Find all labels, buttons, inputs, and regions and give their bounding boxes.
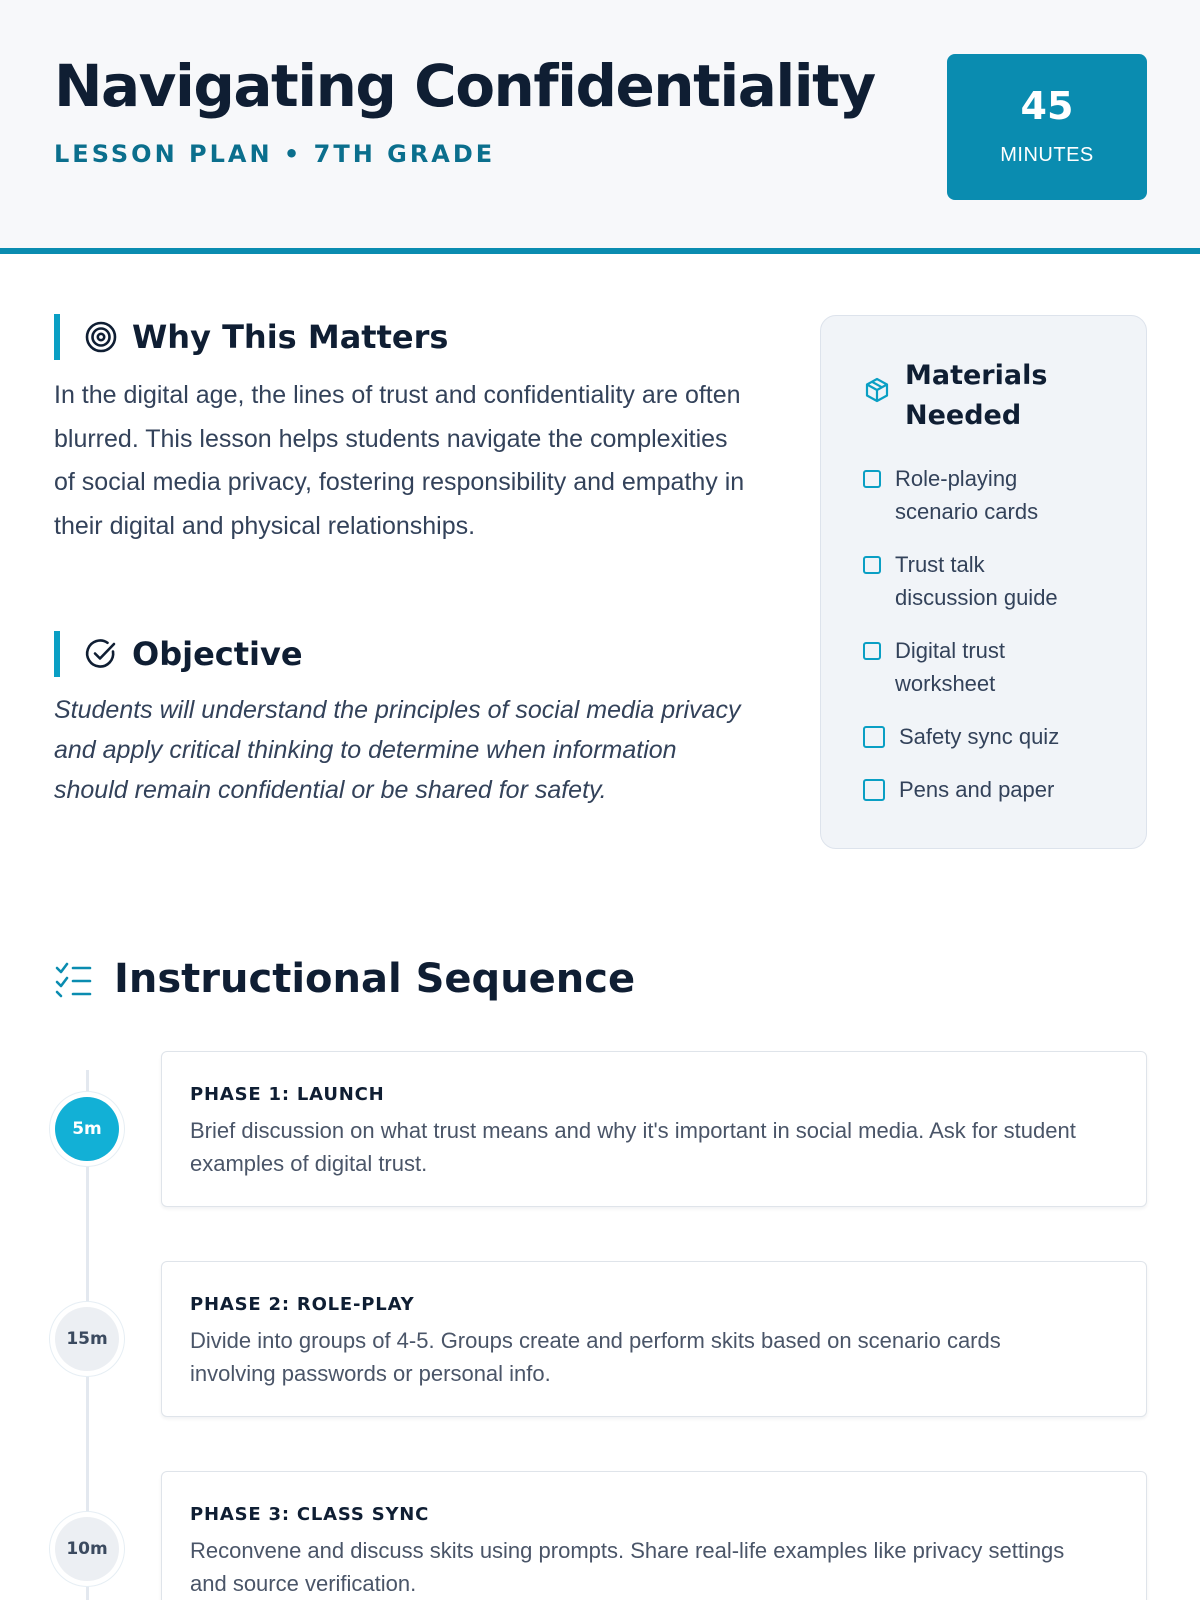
why-section-heading [54, 314, 448, 360]
material-label: Role-playing scenario cards [895, 466, 1039, 524]
phase-title: PHASE 3: CLASS SYNC [190, 1504, 430, 1525]
objective-heading: Objective [132, 635, 303, 673]
lesson-header [0, 0, 1200, 254]
material-item[interactable] [863, 462, 1133, 528]
material-item[interactable] [863, 720, 1133, 753]
checkbox[interactable] [863, 642, 881, 660]
phase-card [161, 1471, 1147, 1600]
phase-title: PHASE 1: LAUNCH [190, 1084, 385, 1105]
phase-card [161, 1051, 1147, 1207]
materials-heading-row [863, 356, 1105, 436]
material-item[interactable] [863, 634, 1133, 700]
sequence-heading-row [54, 956, 635, 1002]
sequence-heading: Instructional Sequence [114, 956, 636, 1002]
phase-time-marker: 10m [55, 1517, 119, 1581]
duration-badge [947, 54, 1147, 200]
phase-title: PHASE 2: ROLE-PLAY [190, 1294, 415, 1315]
materials-list [863, 462, 1133, 826]
phase-description: Divide into groups of 4-5. Groups create and perform skits based on scenario cards involving passwords or personal info. [190, 1328, 1001, 1386]
materials-card [820, 315, 1147, 849]
checkbox[interactable] [863, 779, 885, 801]
duration-unit: MINUTES [1000, 144, 1094, 166]
box-icon [863, 376, 891, 404]
duration-value: 45 [1020, 84, 1074, 128]
page-title: Navigating Confidentiality [54, 52, 875, 120]
material-label: Digital trust worksheet [895, 638, 1006, 696]
target-icon [84, 320, 118, 354]
checklist-icon [54, 959, 94, 999]
checkbox[interactable] [863, 470, 881, 488]
phase-description: Reconvene and discuss skits using prompts. Share real-life examples like privacy settings and source verification. [190, 1538, 1065, 1596]
material-label: Trust talk discussion guide [895, 552, 1058, 610]
phase-time-marker: 5m [55, 1097, 119, 1161]
why-body-text: In the digital age, the lines of trust and confidentiality are often blurred. This lesson helps students navigate the complexities of social media privacy, fostering responsibility and empathy in their digital and physical relationships. [54, 381, 745, 540]
lesson-subtitle: LESSON PLAN • 7TH GRADE [54, 140, 496, 168]
objective-section-heading [54, 631, 303, 677]
material-label: Pens and paper [899, 777, 1055, 802]
objective-body-text: Students will understand the principles of social media privacy and apply critical thinking to determine when information should remain confidential or be shared for safety. [54, 696, 741, 804]
phase-card [161, 1261, 1147, 1417]
why-heading: Why This Matters [132, 318, 449, 356]
check-circle-icon [84, 637, 118, 671]
material-item[interactable] [863, 773, 1133, 806]
material-label: Safety sync quiz [899, 724, 1060, 749]
phase-description: Brief discussion on what trust means and why it's important in social media. Ask for student examples of digital trust. [190, 1118, 1076, 1176]
checkbox[interactable] [863, 556, 881, 574]
material-item[interactable] [863, 548, 1133, 614]
materials-heading: Materials Needed [905, 360, 1048, 431]
checkbox[interactable] [863, 726, 885, 748]
phase-time-marker: 15m [55, 1307, 119, 1371]
